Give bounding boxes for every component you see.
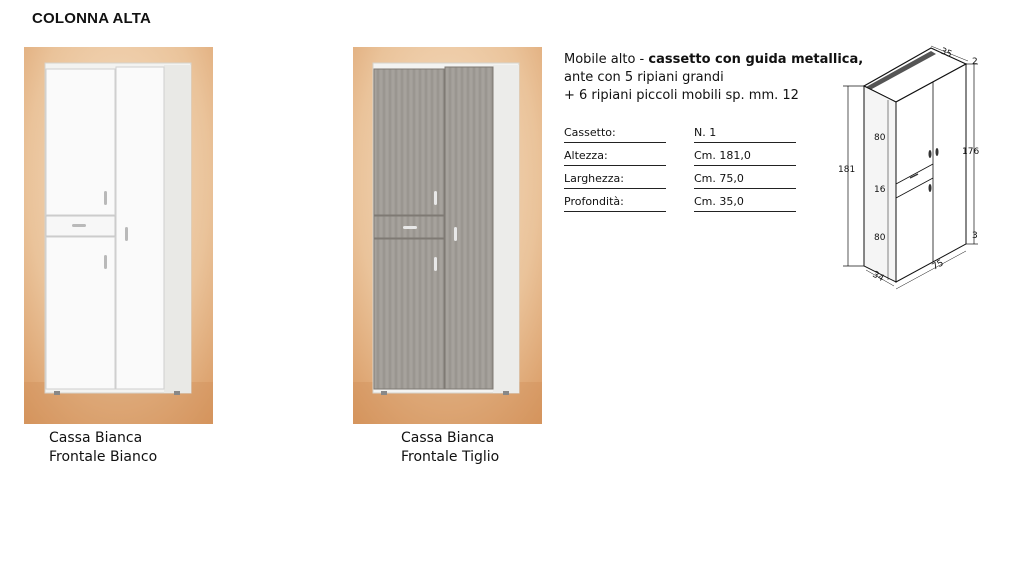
dim-width: 75 bbox=[930, 258, 946, 273]
spec-label: Profondità: bbox=[564, 195, 666, 212]
dim-total-height: 181 bbox=[838, 165, 856, 175]
caption-white bbox=[49, 429, 157, 467]
description-prefix: Mobile alto - bbox=[564, 52, 649, 67]
spec-row bbox=[564, 170, 796, 193]
spec-row bbox=[564, 124, 796, 147]
product-description bbox=[564, 51, 863, 105]
spec-value: Cm. 35,0 bbox=[694, 195, 796, 212]
caption-tiglio bbox=[401, 429, 499, 467]
caption-case: Cassa Bianca bbox=[401, 430, 495, 446]
page-title: COLONNA ALTA bbox=[32, 10, 152, 27]
spec-label: Larghezza: bbox=[564, 172, 666, 189]
spec-value: N. 1 bbox=[694, 126, 796, 143]
technical-drawing bbox=[838, 44, 988, 298]
dim-inner-height: 176 bbox=[962, 147, 980, 157]
dim-drawer: 16 bbox=[874, 185, 886, 195]
dim-top-thickness: 2 bbox=[972, 57, 978, 67]
caption-front: Frontale Tiglio bbox=[401, 449, 500, 465]
dim-depth-bottom: 34 bbox=[870, 269, 886, 285]
spec-table bbox=[564, 124, 796, 216]
description-line-3: + 6 ripiani piccoli mobili sp. mm. 12 bbox=[564, 88, 799, 103]
dim-plinth: 3 bbox=[972, 231, 978, 241]
spec-row bbox=[564, 193, 796, 216]
caption-case: Cassa Bianca bbox=[49, 430, 143, 446]
product-photo-tiglio bbox=[353, 47, 542, 424]
spec-value: Cm. 181,0 bbox=[694, 149, 796, 166]
caption-front: Frontale Bianco bbox=[49, 449, 158, 465]
dim-upper-door: 80 bbox=[874, 133, 886, 143]
spec-label: Altezza: bbox=[564, 149, 666, 166]
description-line-2: ante con 5 ripiani grandi bbox=[564, 70, 724, 85]
spec-label: Cassetto: bbox=[564, 126, 666, 143]
spec-value: Cm. 75,0 bbox=[694, 172, 796, 189]
description-highlight: cassetto con guida metallica, bbox=[648, 52, 864, 67]
dim-depth-top: 35 bbox=[938, 46, 954, 61]
spec-row bbox=[564, 147, 796, 170]
dim-lower-door: 80 bbox=[874, 233, 886, 243]
description-line-1 bbox=[564, 51, 863, 69]
product-photo-white bbox=[24, 47, 213, 424]
